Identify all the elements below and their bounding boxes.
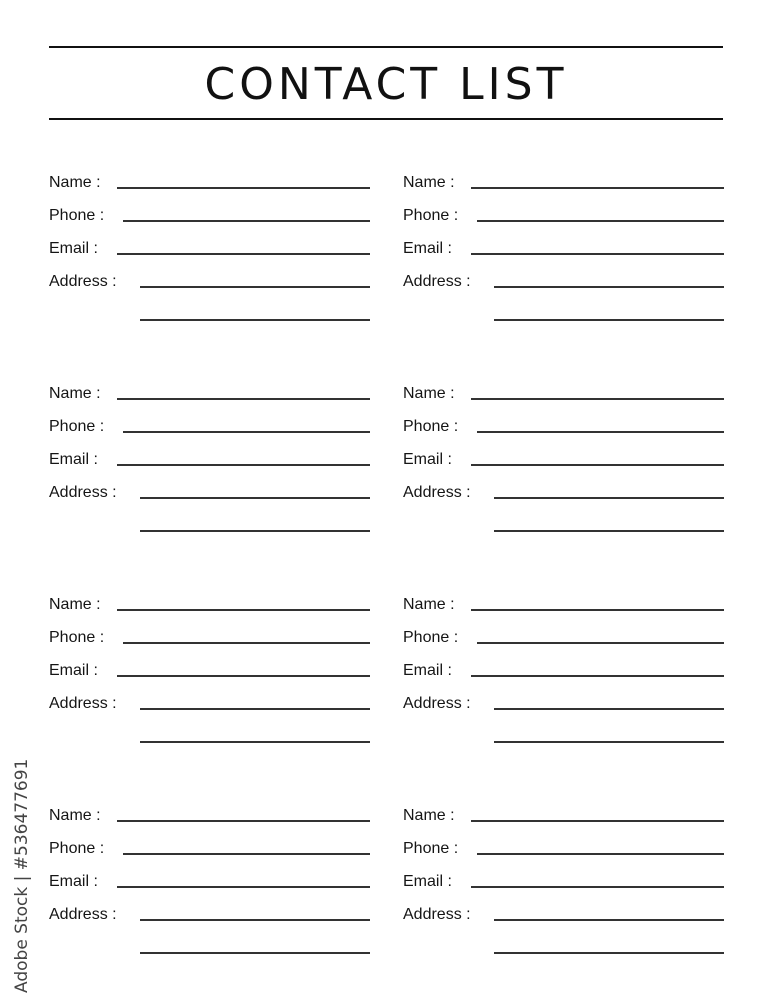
address-input-line[interactable] bbox=[494, 286, 724, 288]
address-input-line-2[interactable] bbox=[494, 530, 724, 532]
email-label: Email : bbox=[403, 451, 452, 468]
name-label: Name : bbox=[403, 174, 455, 191]
phone-label: Phone : bbox=[49, 418, 105, 435]
email-field[interactable] bbox=[403, 239, 724, 259]
email-input-line[interactable] bbox=[471, 675, 724, 677]
address-field-line-2[interactable] bbox=[49, 305, 370, 325]
address-field-line-2[interactable] bbox=[403, 727, 724, 747]
phone-label: Phone : bbox=[403, 840, 459, 857]
email-field[interactable] bbox=[49, 450, 370, 470]
name-input-line[interactable] bbox=[117, 820, 370, 822]
contact-card bbox=[49, 173, 370, 323]
address-input-line-2[interactable] bbox=[494, 952, 724, 954]
address-field-line-2[interactable] bbox=[403, 516, 724, 536]
name-field[interactable] bbox=[49, 806, 370, 826]
name-input-line[interactable] bbox=[471, 187, 724, 189]
email-label: Email : bbox=[403, 240, 452, 257]
address-field[interactable] bbox=[403, 905, 724, 925]
address-field[interactable] bbox=[403, 272, 724, 292]
name-input-line[interactable] bbox=[471, 398, 724, 400]
address-field-line-2[interactable] bbox=[403, 305, 724, 325]
address-input-line-2[interactable] bbox=[494, 741, 724, 743]
email-label: Email : bbox=[49, 451, 98, 468]
address-field-line-2[interactable] bbox=[49, 516, 370, 536]
phone-label: Phone : bbox=[49, 207, 105, 224]
name-field[interactable] bbox=[49, 595, 370, 615]
email-field[interactable] bbox=[403, 661, 724, 681]
name-input-line[interactable] bbox=[117, 187, 370, 189]
address-label: Address : bbox=[49, 906, 117, 923]
address-input-line[interactable] bbox=[140, 919, 370, 921]
email-label: Email : bbox=[49, 873, 98, 890]
phone-input-line[interactable] bbox=[123, 220, 370, 222]
phone-field[interactable] bbox=[49, 628, 370, 648]
email-label: Email : bbox=[49, 662, 98, 679]
page-title: CONTACT LIST bbox=[204, 59, 568, 110]
phone-field[interactable] bbox=[403, 628, 724, 648]
address-field[interactable] bbox=[49, 905, 370, 925]
email-field[interactable] bbox=[403, 450, 724, 470]
address-input-line-2[interactable] bbox=[140, 319, 370, 321]
address-field[interactable] bbox=[49, 694, 370, 714]
phone-input-line[interactable] bbox=[477, 853, 724, 855]
name-label: Name : bbox=[403, 596, 455, 613]
address-field-line-2[interactable] bbox=[49, 727, 370, 747]
email-label: Email : bbox=[403, 662, 452, 679]
phone-input-line[interactable] bbox=[123, 431, 370, 433]
contact-card bbox=[403, 595, 724, 745]
phone-input-line[interactable] bbox=[477, 220, 724, 222]
phone-input-line[interactable] bbox=[123, 642, 370, 644]
name-label: Name : bbox=[49, 385, 101, 402]
address-field-line-2[interactable] bbox=[403, 938, 724, 958]
email-input-line[interactable] bbox=[471, 464, 724, 466]
contact-card bbox=[403, 384, 724, 534]
email-field[interactable] bbox=[49, 872, 370, 892]
name-label: Name : bbox=[49, 596, 101, 613]
email-input-line[interactable] bbox=[117, 464, 370, 466]
name-label: Name : bbox=[403, 385, 455, 402]
address-input-line[interactable] bbox=[140, 708, 370, 710]
name-input-line[interactable] bbox=[471, 609, 724, 611]
email-input-line[interactable] bbox=[117, 253, 370, 255]
email-field[interactable] bbox=[49, 239, 370, 259]
name-field[interactable] bbox=[49, 384, 370, 404]
name-label: Name : bbox=[49, 174, 101, 191]
address-input-line-2[interactable] bbox=[140, 530, 370, 532]
contact-card bbox=[403, 173, 724, 323]
phone-label: Phone : bbox=[403, 418, 459, 435]
phone-field[interactable] bbox=[403, 417, 724, 437]
phone-label: Phone : bbox=[403, 629, 459, 646]
contact-card bbox=[403, 806, 724, 956]
name-field[interactable] bbox=[403, 595, 724, 615]
phone-label: Phone : bbox=[49, 629, 105, 646]
address-input-line-2[interactable] bbox=[140, 741, 370, 743]
name-input-line[interactable] bbox=[471, 820, 724, 822]
title-top-rule bbox=[49, 46, 723, 48]
phone-field[interactable] bbox=[403, 206, 724, 226]
address-field[interactable] bbox=[403, 694, 724, 714]
address-label: Address : bbox=[403, 906, 471, 923]
address-field-line-2[interactable] bbox=[49, 938, 370, 958]
email-label: Email : bbox=[49, 240, 98, 257]
phone-input-line[interactable] bbox=[477, 642, 724, 644]
email-input-line[interactable] bbox=[117, 675, 370, 677]
name-field[interactable] bbox=[403, 173, 724, 193]
name-field[interactable] bbox=[403, 806, 724, 826]
contact-card bbox=[49, 806, 370, 956]
name-label: Name : bbox=[403, 807, 455, 824]
address-input-line[interactable] bbox=[140, 286, 370, 288]
phone-field[interactable] bbox=[49, 839, 370, 859]
address-input-line-2[interactable] bbox=[140, 952, 370, 954]
title-bottom-rule bbox=[49, 118, 723, 120]
name-input-line[interactable] bbox=[117, 609, 370, 611]
contact-card bbox=[49, 595, 370, 745]
name-field[interactable] bbox=[49, 173, 370, 193]
address-input-line[interactable] bbox=[494, 919, 724, 921]
phone-input-line[interactable] bbox=[477, 431, 724, 433]
email-field[interactable] bbox=[403, 872, 724, 892]
address-input-line[interactable] bbox=[494, 497, 724, 499]
address-field[interactable] bbox=[49, 272, 370, 292]
address-label: Address : bbox=[49, 484, 117, 501]
email-label: Email : bbox=[403, 873, 452, 890]
watermark-text: Adobe Stock | #536477691 bbox=[12, 758, 32, 993]
address-field[interactable] bbox=[403, 483, 724, 503]
phone-label: Phone : bbox=[49, 840, 105, 857]
phone-field[interactable] bbox=[49, 206, 370, 226]
name-field[interactable] bbox=[403, 384, 724, 404]
email-field[interactable] bbox=[49, 661, 370, 681]
address-label: Address : bbox=[403, 484, 471, 501]
address-label: Address : bbox=[49, 273, 117, 290]
phone-field[interactable] bbox=[49, 417, 370, 437]
address-label: Address : bbox=[403, 273, 471, 290]
contact-card bbox=[49, 384, 370, 534]
address-label: Address : bbox=[403, 695, 471, 712]
address-input-line-2[interactable] bbox=[494, 319, 724, 321]
address-field[interactable] bbox=[49, 483, 370, 503]
phone-field[interactable] bbox=[403, 839, 724, 859]
email-input-line[interactable] bbox=[471, 886, 724, 888]
address-input-line[interactable] bbox=[494, 708, 724, 710]
name-input-line[interactable] bbox=[117, 398, 370, 400]
name-label: Name : bbox=[49, 807, 101, 824]
phone-label: Phone : bbox=[403, 207, 459, 224]
email-input-line[interactable] bbox=[117, 886, 370, 888]
phone-input-line[interactable] bbox=[123, 853, 370, 855]
address-label: Address : bbox=[49, 695, 117, 712]
email-input-line[interactable] bbox=[471, 253, 724, 255]
address-input-line[interactable] bbox=[140, 497, 370, 499]
